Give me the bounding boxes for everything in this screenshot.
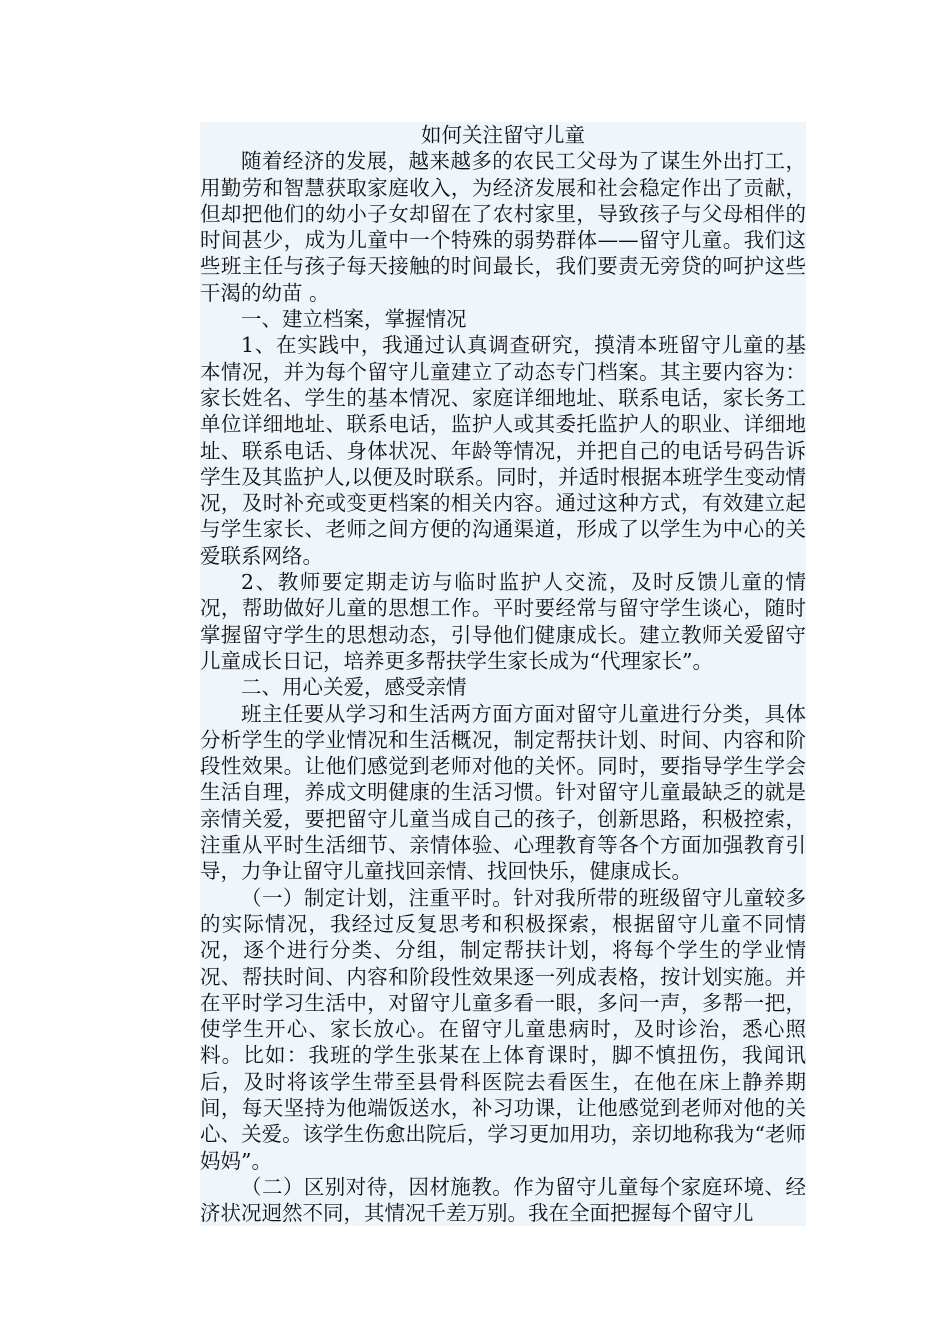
section-heading-2: 二、用心关爱，感受亲情 [241,675,467,700]
section-heading-1: 一、建立档案，掌握情况 [241,307,467,332]
paragraph-archive-1: 1、在实践中，我通过认真调查研究，摸清本班留守儿童的基本情况，并为每个留守儿童建立了动态专门档案。其主要内容为：家长姓名、学生的基本情况、家庭详细地址、联系电话，家长务工单位详细地址、联系电话，监护人或其委托监护人的职业、详细地址、联系电话、身体状况、年龄等情况，并把自己的电话号码告诉学生及其监护人,以便及时联系。同时，并适时根据本班学生变动情况，及时补充或变更档案的相关内容。通过这种方式，有效建立起与学生家长、老师之间方便的沟通渠道，形成了以学生为中心的关爱联系网络。 [200,333,806,568]
paragraph-care: 班主任要从学习和生活两方面方面对留守儿童进行分类，具体分析学生的学业情况和生活概况，制定帮扶计划、时间、内容和阶段性效果。让他们感觉到老师对他的关怀。同时，要指导学生学会生活自理，养成文明健康的生活习惯。针对留守儿童最缺乏的就是亲情关爱，要把留守儿童当成自己的孩子，创新思路，积极控索，注重从平时生活细节、亲情体验、心理教育等各个方面加强教育引导，力争让留守儿童找回亲情、找回快乐，健康成长。 [200,701,806,884]
document-title: 如何关注留守儿童 [421,123,585,147]
document-body [200,122,806,1226]
paragraph-plan: （一）制定计划，注重平时。针对我所带的班级留守儿童较多的实际情况，我经过反复思考和积极探索，根据留守儿童不同情况，逐个进行分类、分组，制定帮扶计划，将每个学生的学业情况、帮扶时间、内容和阶段性效果逐一列成表格，按计划实施。并在平时学习生活中，对留守儿童多看一眼，多问一声，多帮一把，使学生开心、家长放心。在留守儿童患病时，及时诊治，悉心照料。比如：我班的学生张某在上体育课时，脚不慎扭伤，我闻讯后，及时将该学生带至县骨科医院去看医生，在他在床上静养期间，每天坚持为他端饭送水，补习功课，让他感觉到老师对他的关心、关爱。该学生伤愈出院后，学习更加用功，亲切地称我为“老师妈妈”。 [200,885,806,1173]
paragraph-differentiate: （二）区别对待，因材施教。作为留守儿童每个家庭环境、经济状况迥然不同，其情况千差万别。我在全面把握每个留守儿 [200,1174,806,1226]
intro-paragraph: 随着经济的发展，越来越多的农民工父母为了谋生外出打工，用勤劳和智慧获取家庭收入，为经济发展和社会稳定作出了贡献，但却把他们的幼小子女却留在了农村家里，导致孩子与父母相伴的时间甚少，成为儿童中一个特殊的弱势群体——留守儿童。我们这些班主任与孩子每天接触的时间最长，我们要责无旁贷的呵护这些干渴的幼苗 。 [200,149,806,305]
paragraph-archive-2: 2、教师要定期走访与临时监护人交流，及时反馈儿童的情况，帮助做好儿童的思想工作。平时要经常与留守学生谈心，随时掌握留守学生的思想动态，引导他们健康成长。建立教师关爱留守儿童成长日记，培养更多帮扶学生家长成为“代理家长”。 [200,570,806,673]
